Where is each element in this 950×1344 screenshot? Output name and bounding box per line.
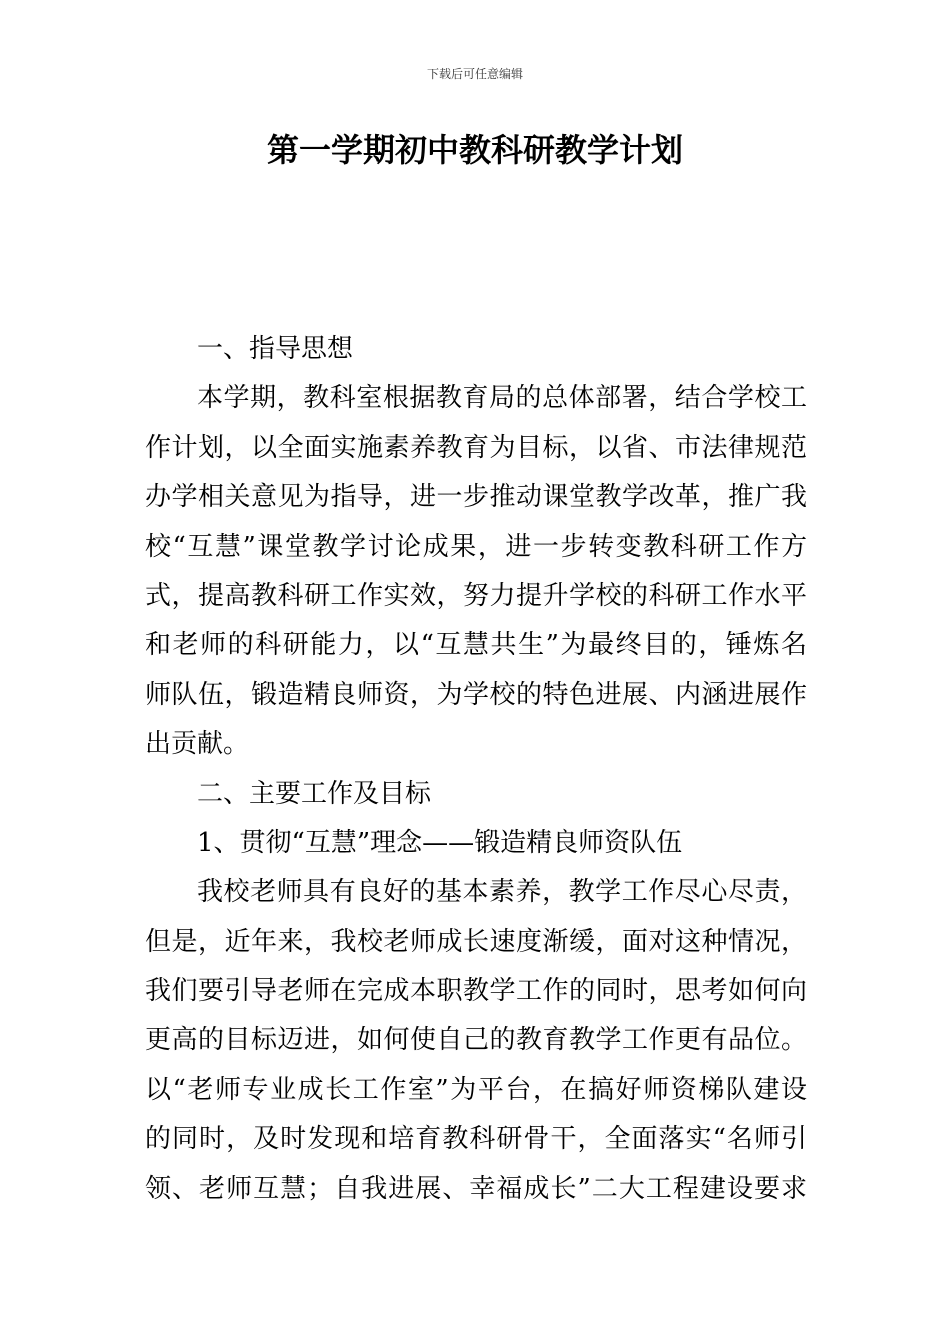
text-line: 师队伍，锻造精良师资，为学校的特色进展、内涵进展作 [145,679,807,710]
text-line: 更高的目标迈进，如何使自己的教育教学工作更有品位。 [145,1025,807,1056]
text-line: 校“互慧”课堂教学讨论成果，进一步转变教科研工作方 [145,531,807,562]
text-line: 本学期，教科室根据教育局的总体部署，结合学校工 [197,383,807,414]
document-body [145,325,807,1214]
page-title: 第一学期初中教科研教学计划 [266,131,683,169]
text-line: 领、老师互慧；自我进展、幸福成长”二大工程建设要求 [145,1173,807,1204]
text-line: 我校老师具有良好的基本素养，教学工作尽心尽责， [197,877,807,908]
header-note: 下载后可任意编辑 [426,67,523,81]
text-line: 和老师的科研能力，以“互慧共生”为最终目的，锤炼名 [145,630,807,661]
text-line: 的同时，及时发现和培育教科研骨干，全面落实“名师引 [145,1124,807,1155]
text-line: 以“老师专业成长工作室”为平台，在搞好师资梯队建设 [145,1074,807,1105]
text-line: 但是，近年来，我校老师成长速度渐缓，面对这种情况， [145,926,807,957]
text-line: 出贡献。 [145,729,250,760]
text-line: 二、主要工作及目标 [197,778,432,809]
text-line: 一、指导思想 [197,334,354,364]
text-line: 办学相关意见为指导，进一步推动课堂教学改革，推广我 [145,482,807,513]
text-line: 我们要引导老师在完成本职教学工作的同时，思考如何向 [145,976,807,1007]
text-line: 1、贯彻“互慧”理念——锻造精良师资队伍 [197,827,683,858]
text-line: 式，提高教科研工作实效，努力提升学校的科研工作水平 [145,580,807,611]
text-line: 作计划，以全面实施素养教育为目标，以省、市法律规范 [145,432,807,463]
